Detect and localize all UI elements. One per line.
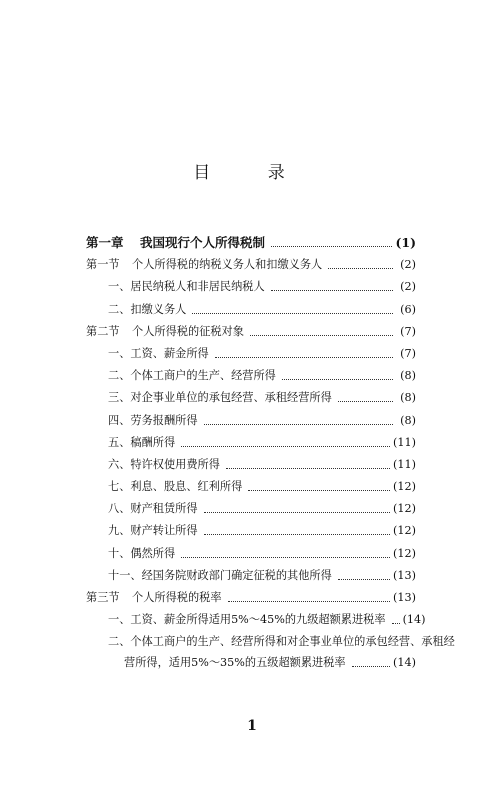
toc-row-item xyxy=(86,516,416,538)
toc-row-item-continuation xyxy=(86,649,416,670)
toc-row-item xyxy=(86,450,416,472)
toc-entry-number: 第一节 xyxy=(86,258,120,272)
toc-entry-text: 三、对企事业单位的承包经营、承租经营所得 xyxy=(108,391,332,405)
toc-entry-page: (11) xyxy=(393,435,416,449)
toc-row-item xyxy=(86,428,416,450)
leader-dots xyxy=(271,276,393,291)
toc-entry-text: 七、利息、股息、红利所得 xyxy=(108,480,243,494)
toc-entry-page: (12) xyxy=(393,524,416,538)
toc-entry-text: 一、工资、薪金所得适用5%～45%的九级超额累进税率 xyxy=(108,613,386,627)
leader-dots xyxy=(228,587,391,602)
leader-dots xyxy=(392,609,400,624)
toc-entry-page: (14) xyxy=(393,656,416,670)
leader-dots xyxy=(192,299,393,314)
leader-dots xyxy=(204,520,391,535)
page-number: 1 xyxy=(247,718,257,734)
toc-entry-page: (13) xyxy=(393,591,416,604)
toc-entry-label xyxy=(86,591,226,605)
page-title: 目 录 xyxy=(193,163,311,183)
toc-entry-text: 二、个体工商户的生产、经营所得 xyxy=(108,369,276,383)
toc-row-item xyxy=(86,405,416,427)
leader-dots xyxy=(181,432,390,447)
toc-entry-page: (12) xyxy=(393,480,416,494)
toc-row-section xyxy=(86,317,416,339)
toc-entry-text: 五、稿酬所得 xyxy=(108,435,176,449)
toc-row-section xyxy=(86,583,416,605)
leader-dots xyxy=(226,454,390,469)
toc-entry-text: 六、特许权使用费所得 xyxy=(108,457,220,471)
leader-dots xyxy=(181,543,390,558)
toc-row-item xyxy=(86,627,455,649)
toc-entry-page: (2) xyxy=(400,280,416,294)
toc-entry-page: (7) xyxy=(400,346,416,360)
leader-dots xyxy=(338,565,390,580)
toc-entry-number: 第三节 xyxy=(86,591,120,604)
toc-entry-text: 九、财产转让所得 xyxy=(108,524,198,538)
toc-entry-label xyxy=(86,236,269,250)
leader-dots xyxy=(250,321,393,336)
toc-entry-page: (14) xyxy=(402,613,426,627)
leader-dots xyxy=(282,365,393,380)
toc-entry-text: 一、工资、薪金所得 xyxy=(108,346,209,360)
toc-entry-page: (13) xyxy=(393,568,416,582)
leader-dots xyxy=(215,343,393,358)
toc-entry-label xyxy=(86,325,248,339)
toc-entry-text: 二、扣缴义务人 xyxy=(108,302,187,316)
toc-entry-text: 十、偶然所得 xyxy=(108,546,176,560)
toc-entry-page: (12) xyxy=(393,546,416,560)
table-of-contents xyxy=(86,224,455,670)
toc-row-item xyxy=(86,339,416,361)
toc-entry-page: (8) xyxy=(400,413,416,427)
toc-row-item xyxy=(86,294,416,316)
toc-entry-page: (8) xyxy=(400,391,416,405)
toc-entry-text: 营所得，适用5%～35%的五级超额累进税率 xyxy=(124,656,346,670)
toc-entry-text: 个人所得税的征税对象 xyxy=(132,324,244,338)
toc-entry-text: 二、个体工商户的生产、经营所得和对企事业单位的承包经营、承租经 xyxy=(108,635,455,649)
toc-row-item xyxy=(86,605,426,627)
leader-dots xyxy=(204,410,393,425)
toc-entry-page: (1) xyxy=(395,235,416,250)
toc-entry-label xyxy=(86,258,326,272)
leader-dots xyxy=(352,652,390,667)
toc-entry-page: (11) xyxy=(393,457,416,471)
toc-entry-page: (7) xyxy=(400,324,416,338)
toc-entry-text: 个人所得税的纳税义务人和扣缴义务人 xyxy=(132,258,323,272)
toc-row-section xyxy=(86,250,416,272)
toc-row-item xyxy=(86,361,416,383)
toc-entry-page: (8) xyxy=(400,369,416,383)
toc-entry-text: 个人所得税的税率 xyxy=(132,591,222,604)
toc-entry-page: (2) xyxy=(400,258,416,272)
leader-dots xyxy=(271,232,392,247)
leader-dots xyxy=(248,476,390,491)
toc-row-chapter xyxy=(86,224,416,250)
toc-row-item xyxy=(86,472,416,494)
leader-dots xyxy=(338,387,393,402)
toc-entry-text: 八、财产租赁所得 xyxy=(108,502,198,516)
toc-row-item xyxy=(86,494,416,516)
toc-entry-text: 一、居民纳税人和非居民纳税人 xyxy=(108,280,265,294)
toc-entry-text: 我国现行个人所得税制 xyxy=(140,235,266,250)
toc-row-item xyxy=(86,561,416,583)
leader-dots xyxy=(204,498,391,513)
toc-row-item xyxy=(86,383,416,405)
toc-entry-text: 十一、经国务院财政部门确定征税的其他所得 xyxy=(108,568,332,582)
toc-entry-page: (6) xyxy=(400,302,416,316)
toc-entry-number: 第二节 xyxy=(86,324,120,338)
toc-row-item xyxy=(86,538,416,560)
toc-entry-page: (12) xyxy=(393,502,416,516)
toc-entry-text: 四、劳务报酬所得 xyxy=(108,413,198,427)
toc-entry-number: 第一章 xyxy=(86,235,124,250)
leader-dots xyxy=(328,254,393,269)
toc-row-item xyxy=(86,272,416,294)
